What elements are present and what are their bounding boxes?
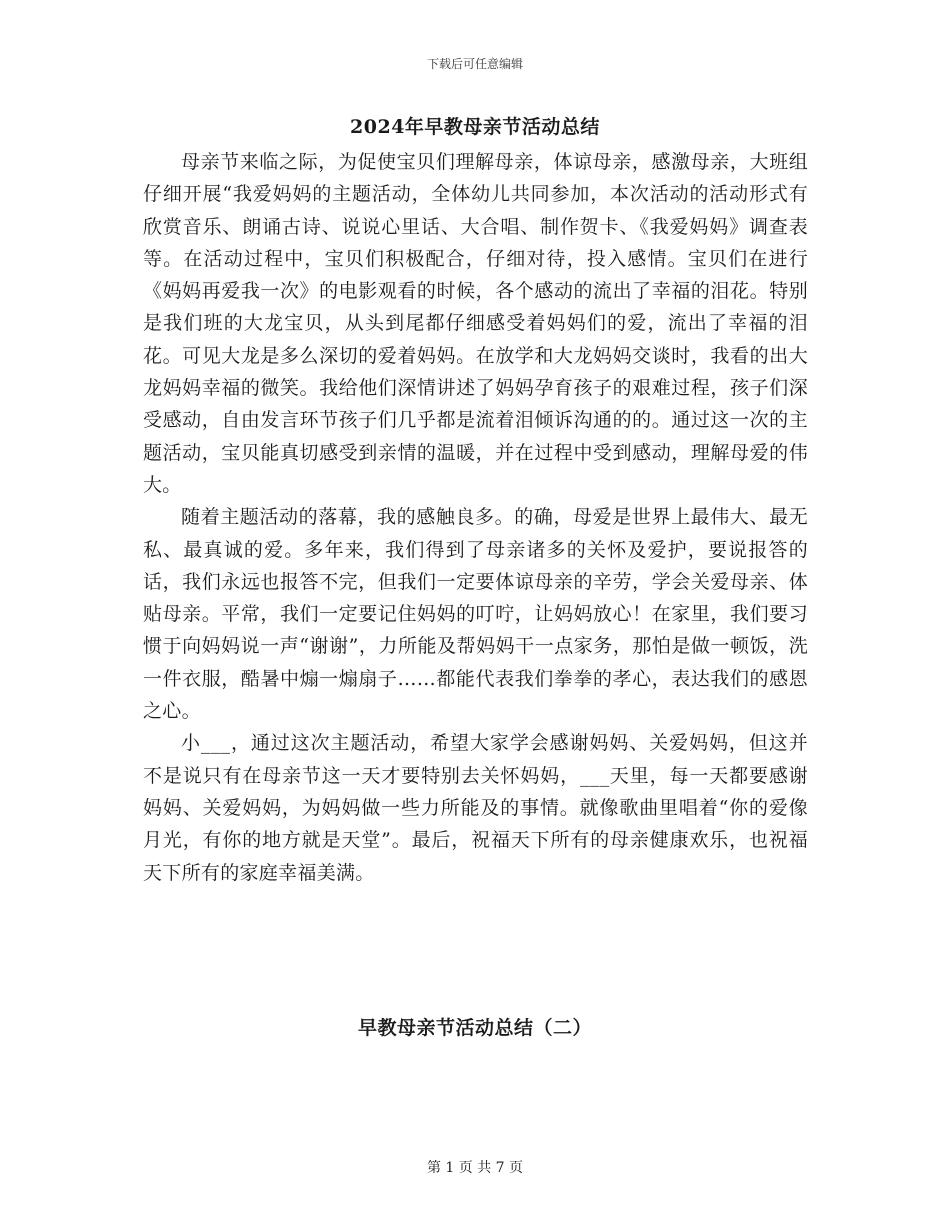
document-title: 2024年早教母亲节活动总结 bbox=[350, 116, 600, 138]
page-indicator: 第 1 页 共 7 页 bbox=[426, 1160, 524, 1176]
section-subtitle: 早教母亲节活动总结（二） bbox=[357, 1017, 592, 1039]
paragraph-1: 母亲节来临之际，为促使宝贝们理解母亲，体谅母亲，感激母亲，大班组仔细开展“我爱妈妈的主题活动，全体幼儿共同参加，本次活动的活动形式有欣赏音乐、朗诵古诗、说说心里话、大合唱、制作贺卡、《我爱妈妈》调查表等。在活动过程中，宝贝们积极配合，仔细对待，投入感情。宝贝们在进行《妈妈再爱我一次》的电影观看的时候，各个感动的流出了幸福的泪花。特别是我们班的大龙宝贝，从头到尾都仔细感受着妈妈们的爱，流出了幸福的泪花。可见大龙是多么深切的爱着妈妈。在放学和大龙妈妈交谈时，我看的出大龙妈妈幸福的微笑。我给他们深情讲述了妈妈孕育孩子的艰难过程，孩子们深受感动，自由发言环节孩子们几乎都是流着泪倾诉沟通的的。通过这一次的主题活动，宝贝能真切感受到亲情的温暖，并在过程中受到感动，理解母爱的伟大。 bbox=[143, 151, 808, 496]
paragraph-2: 随着主题活动的落幕，我的感触良多。的确，母爱是世界上最伟大、最无私、最真诚的爱。多年来，我们得到了母亲诸多的关怀及爱护，要说报答的话，我们永远也报答不完，但我们一定要体谅母亲的辛劳，学会关爱母亲、体贴母亲。平常，我们一定要记住妈妈的叮咛，让妈妈放心！在家里，我们要习惯于向妈妈说一声“谢谢”，力所能及帮妈妈干一点家务，那怕是做一顿饭，洗一件衣服，酷暑中煽一煽扇子……都能代表我们拳拳的孝心，表达我们的感恩之心。 bbox=[143, 506, 808, 723]
document-body bbox=[143, 146, 808, 889]
paragraph-3: 小___，通过这次主题活动，希望大家学会感谢妈妈、关爱妈妈，但这并不是说只有在母亲节这一天才要特别去关怀妈妈，___天里，每一天都要感谢妈妈、关爱妈妈，为妈妈做一些力所能及的事情。就像歌曲里唱着“你的爱像月光，有你的地方就是天堂”。最后，祝福天下所有的母亲健康欢乐，也祝福天下所有的家庭幸福美满。 bbox=[143, 732, 808, 884]
header-note: 下载后可任意编辑 bbox=[426, 57, 523, 71]
